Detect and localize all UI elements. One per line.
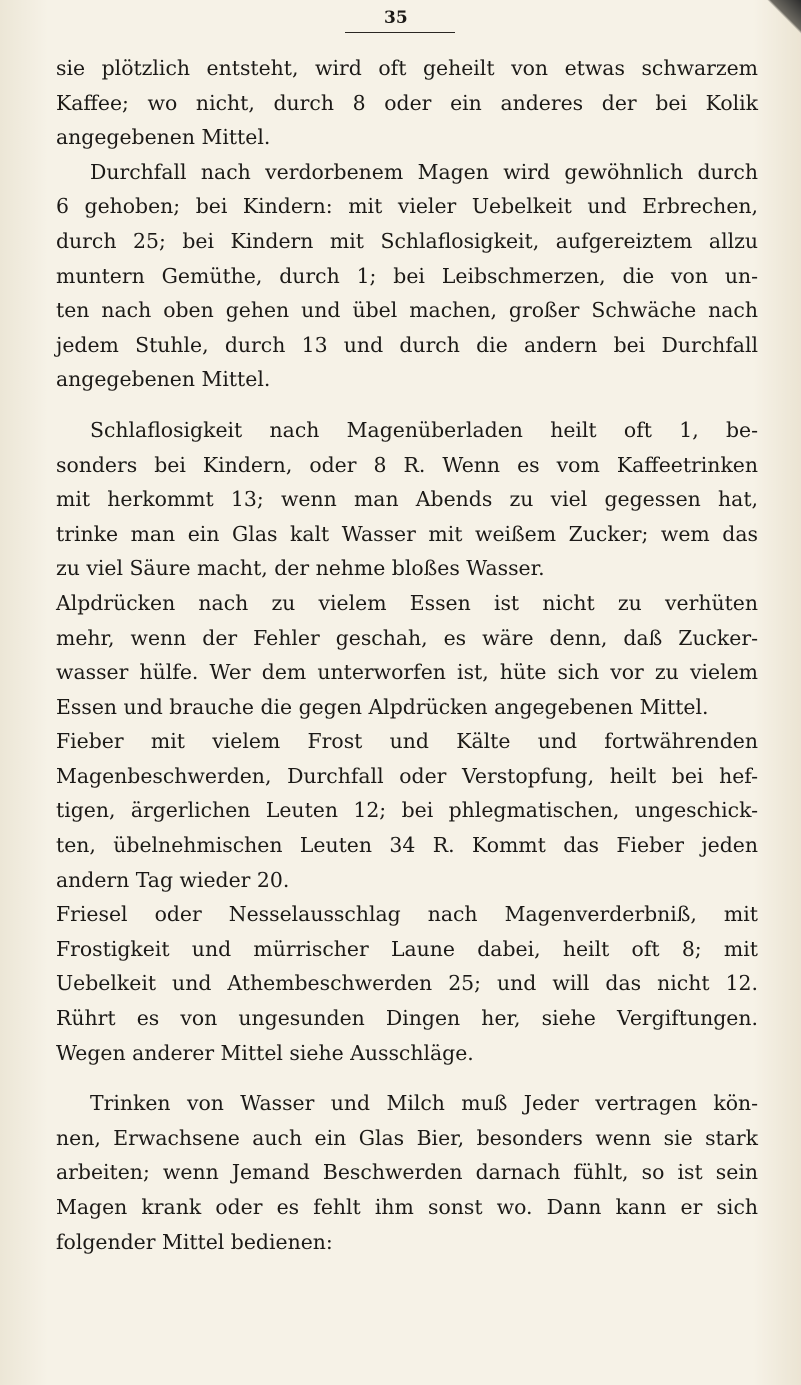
text-line: Alpdrücken nach zu vielem Essen ist nicht zu verhüten <box>56 590 758 615</box>
page-corner-shadow <box>767 0 801 34</box>
text-line: mehr, wenn der Fehler geschah, es wäre denn, daß Zucker- <box>56 625 758 650</box>
text-line: Durchfall nach verdorbenem Magen wird gewöhnlich durch <box>90 159 758 184</box>
text-line: Schlaflosigkeit nach Magenüberladen heilt oft 1, be- <box>90 417 758 442</box>
text-line: Fieber mit vielem Frost und Kälte und fortwährenden <box>56 729 758 754</box>
paragraph-friesel <box>56 897 758 1070</box>
text-line: Friesel oder Nesselausschlag nach Magenverderbniß, mit <box>56 902 758 927</box>
text-line: sie plötzlich entsteht, wird oft geheilt von etwas schwarzem <box>56 56 758 80</box>
text-line: andern Tag wieder 20. <box>56 867 290 892</box>
text-line: ten, übelnehmischen Leuten 34 R. Kommt das Fieber jeden <box>56 833 758 858</box>
paragraph-alpdruecken <box>56 586 758 724</box>
text-line: Trinken von Wasser und Milch muß Jeder vertragen kön- <box>90 1091 758 1116</box>
text-line: jedem Stuhle, durch 13 und durch die andern bei Durchfall <box>56 332 758 357</box>
body-text <box>56 51 758 1259</box>
text-line: sonders bei Kindern, oder 8 R. Wenn es vom Kaffeetrinken <box>56 452 758 477</box>
text-line: angegebenen Mittel. <box>56 125 271 150</box>
text-line: Frostigkeit und mürrischer Laune dabei, heilt oft 8; mit <box>56 936 758 961</box>
text-line: Magenbeschwerden, Durchfall oder Verstopfung, heilt bei hef- <box>56 763 758 788</box>
text-line: trinke man ein Glas kalt Wasser mit weißem Zucker; wem das <box>56 521 758 546</box>
paragraph-coffee <box>56 51 758 155</box>
text-line: ten nach oben gehen und übel machen, großer Schwäche nach <box>56 298 758 323</box>
text-line: wasser hülfe. Wer dem unterworfen ist, hüte sich vor zu vielem <box>56 660 758 685</box>
text-line: arbeiten; wenn Jemand Beschwerden darnach fühlt, so ist sein <box>56 1160 758 1185</box>
paragraph-gap <box>56 397 758 413</box>
text-line: muntern Gemüthe, durch 1; bei Leibschmerzen, die von un- <box>56 263 758 288</box>
text-line: Magen krank oder es fehlt ihm sonst wo. Dann kann er sich <box>56 1195 758 1219</box>
paragraph-schlaflosigkeit <box>56 413 758 586</box>
text-line: Uebelkeit und Athembeschwerden 25; und will das nicht 12. <box>56 971 758 996</box>
text-line: tigen, ärgerlichen Leuten 12; bei phlegmatischen, ungeschick- <box>56 798 758 823</box>
page-number: 35 <box>384 8 408 28</box>
text-line: Rührt es von ungesunden Dingen her, siehe Vergiftungen. <box>56 1006 758 1031</box>
text-line: mit herkommt 13; wenn man Abends zu viel gegessen hat, <box>56 487 758 512</box>
header-rule <box>345 32 455 33</box>
text-line: 6 gehoben; bei Kindern: mit vieler Uebelkeit und Erbrechen, <box>56 194 758 219</box>
paragraph-fieber <box>56 724 758 897</box>
text-line: durch 25; bei Kindern mit Schlaflosigkeit, aufgereiztem allzu <box>56 228 758 253</box>
text-line: zu viel Säure macht, der nehme bloßes Wasser. <box>56 556 545 581</box>
text-line: folgender Mittel bedienen: <box>56 1229 333 1254</box>
text-line: nen, Erwachsene auch ein Glas Bier, besonders wenn sie stark <box>56 1125 758 1150</box>
paragraph-durchfall <box>56 155 758 397</box>
text-line: Essen und brauche die gegen Alpdrücken angegebenen Mittel. <box>56 694 709 719</box>
paragraph-gap <box>56 1070 758 1086</box>
paragraph-trinken <box>56 1086 758 1259</box>
text-line: angegebenen Mittel. <box>56 367 271 392</box>
text-line: Kaffee; wo nicht, durch 8 oder ein anderes der bei Kolik <box>56 90 758 115</box>
text-line: Wegen anderer Mittel siehe Ausschläge. <box>56 1040 474 1065</box>
